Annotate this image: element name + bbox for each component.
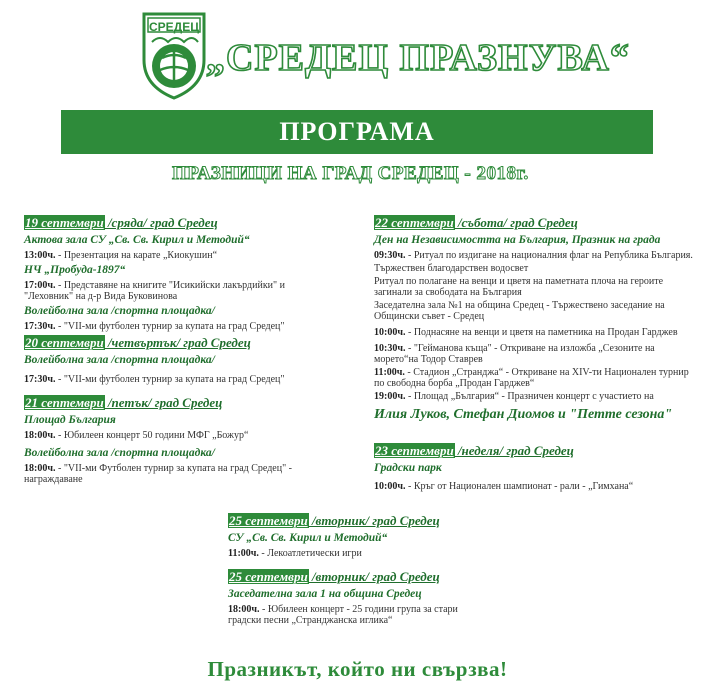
event-item: 10:00ч. - Поднасяне на венци и цветя на паметника на Продан Гарджев bbox=[374, 327, 678, 338]
venue: Ден на Независимостта на България, Празник на града bbox=[374, 234, 661, 246]
date-heading: 22 септември /събота/ град Средец bbox=[375, 215, 578, 230]
program-banner: ПРОГРАМА bbox=[61, 110, 653, 154]
logo bbox=[140, 12, 208, 100]
venue: Градски парк bbox=[374, 462, 442, 474]
event-note: Ритуал по полагане на венци и цветя на паметната плоча на героите загинали за свободата на България bbox=[374, 276, 664, 298]
page-subtitle: ПРАЗНИЦИ НА ГРАД СРЕДЕЦ - 2018г. bbox=[172, 163, 529, 184]
event-item: 10:00ч. - Кръг от Национален шампионат - рали - „Гимхана“ bbox=[374, 481, 634, 492]
day-25b-block bbox=[228, 568, 488, 626]
event-item: 19:00ч. - Площад „България“ - Празничен концерт с участието на bbox=[374, 391, 654, 402]
day-19-block bbox=[24, 214, 324, 332]
venue: Волейболна зала /спортна площадка/ bbox=[24, 305, 215, 317]
event-item: 18:00ч. - Юбилеен концерт - 25 години група за стари градски песни „Странджанска иглика“ bbox=[228, 604, 458, 626]
concert-artists: Илия Луков, Стефан Диомов и "Петте сезона" bbox=[374, 407, 673, 422]
date-heading: 25 септември /вторник/ град Средец bbox=[229, 569, 440, 584]
event-item: 17:00ч. - Представяне на книгите "Исикийски лакърдийки" и "Леховник" на д-р Вида Буковинова bbox=[24, 280, 285, 302]
venue: Заседателна зала 1 на община Средец bbox=[228, 588, 422, 600]
date-heading: 23 септември /неделя/ град Средец bbox=[375, 443, 574, 458]
venue: Волейболна зала /спортна площадка/ bbox=[24, 447, 215, 459]
event-item: 11:00ч. - Лекоатлетически игри bbox=[228, 548, 362, 559]
venue: НЧ „Пробуда-1897“ bbox=[24, 264, 126, 276]
date-heading: 20 септември /четвъртък/ град Средец bbox=[25, 335, 251, 350]
event-item: 11:00ч. - Стадион „Странджа“ - Откриване на XIV-ти Национален турнир по свободна борба „Продан Гарджев“ bbox=[374, 367, 689, 389]
day-20-block bbox=[24, 334, 324, 385]
date-heading: 21 септември /петък/ град Средец bbox=[25, 395, 223, 410]
venue: СУ „Св. Св. Кирил и Методий“ bbox=[228, 532, 388, 544]
footer-slogan: Празникът, който ни свързва! bbox=[207, 657, 508, 681]
venue: Актова зала СУ „Св. Св. Кирил и Методий“ bbox=[24, 234, 250, 246]
date-heading: 19 септември /сряда/ град Средец bbox=[25, 215, 218, 230]
venue: Площад България bbox=[24, 414, 116, 426]
event-item: 09:30ч. - Ритуал по издигане на националния флаг на Република България. bbox=[374, 250, 693, 261]
logo-text: СРЕДЕЦ bbox=[149, 20, 199, 34]
day-21-block bbox=[24, 394, 324, 485]
page-title: „СРЕДЕЦ ПРАЗНУВА“ bbox=[206, 37, 630, 79]
day-22-block bbox=[374, 214, 699, 423]
venue: Волейболна зала /спортна площадка/ bbox=[24, 354, 215, 366]
date-heading: 25 септември /вторник/ град Средец bbox=[229, 513, 440, 528]
event-item: 18:00ч. - "VII-ми Футболен турнир за купата на град Средец" - награждаване bbox=[24, 463, 292, 485]
event-item: 10:30ч. - "Геймановa къща" - Откриване на изложба „Сезоните на морето“на Тодор Ставрев bbox=[374, 343, 655, 365]
event-item: 13:00ч. - Презентация на карате „Киокушин“ bbox=[24, 250, 218, 261]
event-item: 17:30ч. - "VII-ми футболен турнир за купата на град Средец" bbox=[24, 374, 285, 385]
event-item: 18:00ч. - Юбилеен концерт 50 години МФГ „Божур“ bbox=[24, 430, 249, 441]
event-note: Тържествен благодарствен водосвет bbox=[374, 263, 529, 274]
day-23-block bbox=[374, 442, 699, 492]
event-item: 17:30ч. - "VII-ми футболен турнир за купата на град Средец" bbox=[24, 321, 285, 332]
day-25a-block bbox=[228, 512, 508, 559]
event-note: Заседателна зала №1 на община Средец - Тържествено заседание на Общински съвет - Средец bbox=[374, 300, 665, 322]
